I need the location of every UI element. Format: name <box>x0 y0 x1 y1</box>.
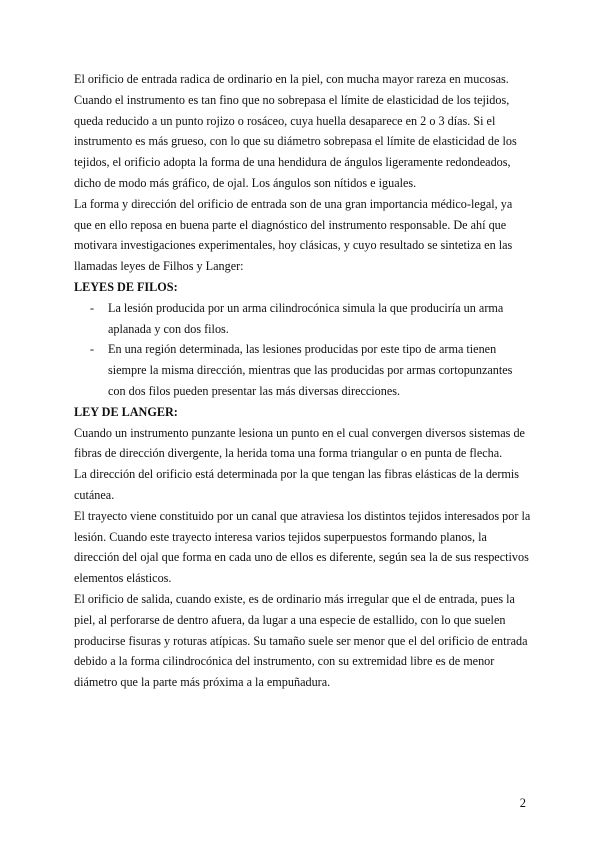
page-number: 2 <box>519 796 526 810</box>
paragraph-entry-shape: Cuando el instrumento es tan fino que no sobrepasa el límite de elasticidad de los tejidos, queda reducido a un punto rojizo o rosáceo, cuya huella desaparece en 2 o 3 días. Si el instrumento es más grueso, con lo que su diámetro sobrepasa el límite de elasticidad de los tejidos, el orificio adopta la forma de una hendidura de ángulos ligeramente redondeados, dicho de modo más gráfico, de ojal. Los ángulos son nítidos e iguales. <box>74 92 517 190</box>
heading-ley-de-langer: LEY DE LANGER: <box>74 404 178 419</box>
paragraph-direction: La dirección del orificio está determinada por la que tengan las fibras elásticas de la dermis cutánea. <box>74 467 519 502</box>
list-item <box>74 339 532 401</box>
paragraph-langer-law: Cuando un instrumento punzante lesiona un punto en el cual convergen diversos sistemas de fibras de dirección divergente, la herida toma una forma triangular o en punta de flecha. <box>74 425 525 461</box>
list-item <box>74 298 532 340</box>
bullet-dash: - <box>90 342 95 357</box>
bullet-text: La lesión producida por un arma cilindrocónica simula la que produciría un arma aplanada y con dos filos. <box>108 300 504 336</box>
document-page <box>74 69 532 693</box>
bullet-dash: - <box>90 300 95 315</box>
bullet-list-filos <box>74 298 532 402</box>
paragraph-trajectory: El trayecto viene constituido por un canal que atraviesa los distintos tejidos interesados por la lesión. Cuando este trayecto interesa varios tejidos superpuestos formando planos, la dirección del ojal que forma en cada uno de ellos es diferente, según sea la de sus respectivos elementos elásticos. <box>74 508 531 586</box>
bullet-text: En una región determinada, las lesiones producidas por este tipo de arma tienen siempre la misma dirección, mientras que las producidas por armas cortopunzantes con dos filos pueden presentar las más diversas direcciones. <box>108 342 513 398</box>
paragraph-legal-importance: La forma y dirección del orificio de entrada son de una gran importancia médico-legal, ya que en ello reposa en buena parte el diagnóstico del instrumento responsable. De ahí que motivara investigaciones experimentales, hoy clásicas, y cuyo resultado se sintetiza en las llamadas leyes de Filhos y Langer: <box>74 196 513 274</box>
paragraph-exit-orifice: El orificio de salida, cuando existe, es de ordinario más irregular que el de entrada, pues la piel, al perforarse de dentro afuera, da lugar a una especie de estallido, con lo que suelen producirse fisuras y roturas atípicas. Su tamaño suele ser menor que el del orificio de entrada debido a la forma cilindrocónica del instrumento, con su extremidad libre es de menor diámetro que la parte más próxima a la empuñadura. <box>74 591 528 690</box>
paragraph-entry-location: El orificio de entrada radica de ordinario en la piel, con mucha mayor rareza en mucosas. <box>74 72 509 86</box>
heading-leyes-de-filos: LEYES DE FILOS: <box>74 279 178 294</box>
